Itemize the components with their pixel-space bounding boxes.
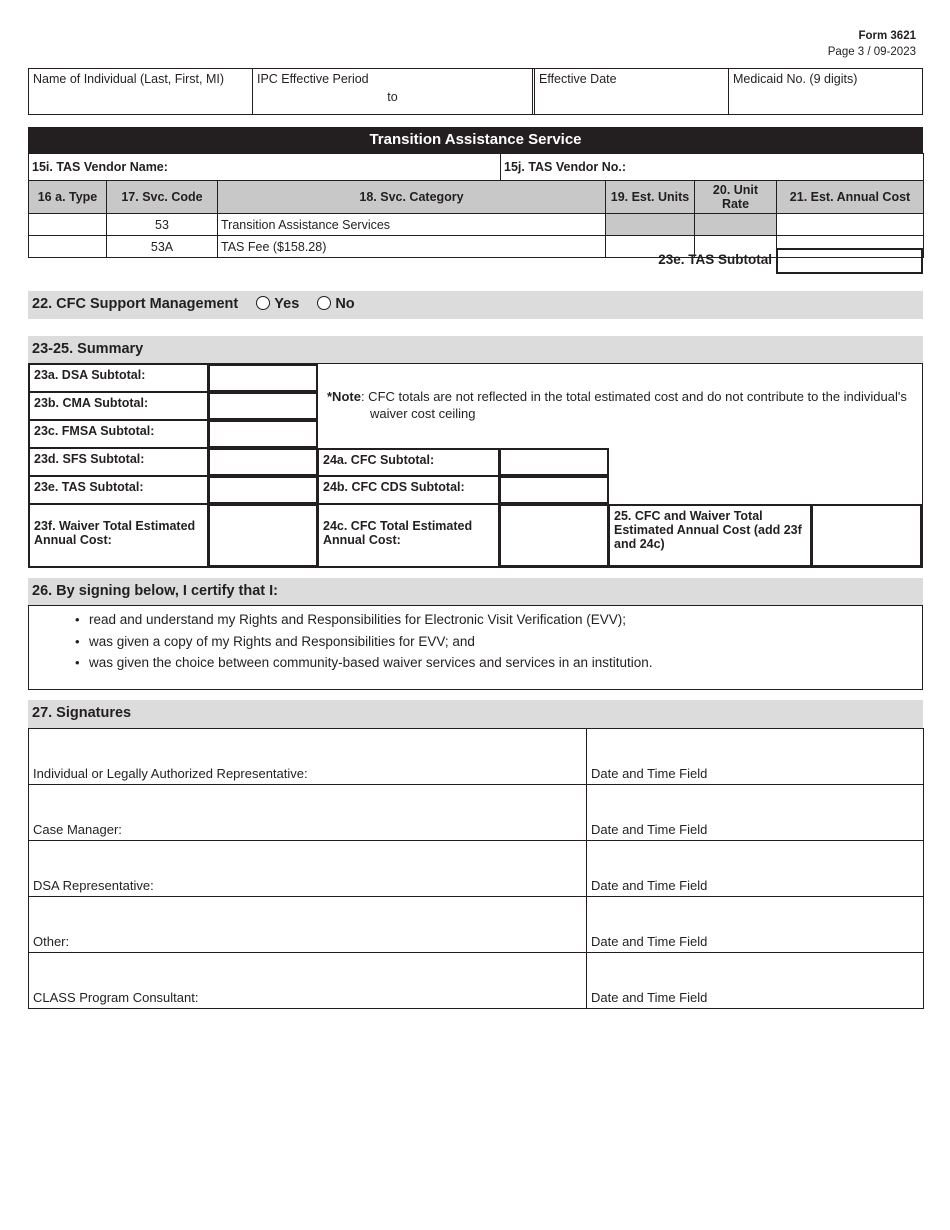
- tas-vendor-row: [28, 153, 924, 181]
- signature-individual-field[interactable]: [29, 729, 587, 785]
- tas-vendor-no-field[interactable]: [501, 154, 924, 181]
- effective-date-field[interactable]: [532, 69, 728, 114]
- signature-row: [29, 897, 924, 953]
- name-field-label: Name of Individual (Last, First, MI): [33, 72, 225, 86]
- fmsa-subtotal-label: 23c. FMSA Subtotal:: [29, 420, 208, 448]
- signature-case-manager-field[interactable]: [29, 785, 587, 841]
- sfs-subtotal-label: 23d. SFS Subtotal:: [29, 448, 208, 476]
- row1-units: [606, 214, 695, 236]
- cfc-support-bar: [28, 291, 923, 319]
- summary-title: 23-25. Summary: [28, 336, 923, 363]
- cfc-note-label: *Note: [327, 389, 361, 404]
- certify-title: 26. By signing below, I certify that I:: [28, 578, 923, 605]
- tas-title: Transition Assistance Service: [28, 127, 923, 153]
- cfc-subtotal-field[interactable]: [499, 448, 609, 476]
- certify-item-evv-read: • read and understand my Rights and Responsibilities for Electronic Visit Verification (EVV);: [29, 609, 922, 631]
- tas-summary-field[interactable]: [208, 476, 318, 504]
- col-est-annual-cost: 21. Est. Annual Cost: [777, 181, 924, 214]
- cfc-cds-label: 24b. CFC CDS Subtotal:: [318, 476, 499, 504]
- signature-case-manager-date[interactable]: [587, 785, 924, 841]
- col-svc-category: 18. Svc. Category: [218, 181, 606, 214]
- ipc-period-field[interactable]: [252, 69, 532, 114]
- cfc-yes-label: Yes: [274, 296, 300, 312]
- form-page: Page 3 / 09-2023: [827, 46, 916, 58]
- combined-total-label: 25. CFC and Waiver Total Estimated Annual Cost (add 23f and 24c): [609, 504, 811, 567]
- signatures-title: 27. Signatures: [28, 700, 923, 728]
- certify-item-choice: • was given the choice between community-based waiver services and services in an institution.: [29, 652, 922, 674]
- cfc-note-text: : CFC totals are not reflected in the total estimated cost and do not contribute to the individual's waiver cost ceiling: [360, 389, 907, 421]
- dsa-subtotal-field[interactable]: [208, 364, 318, 392]
- signature-individual-label: Individual or Legally Authorized Representative:: [33, 766, 308, 781]
- row2-code: 53A: [107, 236, 218, 258]
- date-label: Date and Time Field: [591, 766, 708, 781]
- row1-cost[interactable]: [777, 214, 924, 236]
- date-label: Date and Time Field: [591, 822, 708, 837]
- signature-class-consultant-date[interactable]: [587, 953, 924, 1009]
- signature-dsa-date[interactable]: [587, 841, 924, 897]
- cma-subtotal-label: 23b. CMA Subtotal:: [29, 392, 208, 420]
- tas-summary-label: 23e. TAS Subtotal:: [29, 476, 208, 504]
- ipc-period-to: to: [387, 90, 398, 104]
- cfc-subtotal-label: 24a. CFC Subtotal:: [318, 448, 499, 476]
- cma-subtotal-field[interactable]: [208, 392, 318, 420]
- waiver-total-field[interactable]: [208, 504, 318, 567]
- medicaid-no-field[interactable]: [728, 69, 922, 114]
- certify-item-evv-copy: • was given a copy of my Rights and Responsibilities for EVV; and: [29, 631, 922, 653]
- tas-services-table: [28, 180, 924, 258]
- row2-category: TAS Fee ($158.28): [218, 236, 606, 258]
- tas-vendor-name-field[interactable]: [29, 154, 501, 181]
- row1-type[interactable]: [29, 214, 107, 236]
- col-svc-code: 17. Svc. Code: [107, 181, 218, 214]
- col-type: 16 a. Type: [29, 181, 107, 214]
- signature-class-consultant-field[interactable]: [29, 953, 587, 1009]
- row1-rate: [695, 214, 777, 236]
- signature-individual-date[interactable]: [587, 729, 924, 785]
- tas-vendor-name-label: 15i. TAS Vendor Name:: [32, 160, 168, 174]
- signature-other-field[interactable]: [29, 897, 587, 953]
- signature-dsa-field[interactable]: [29, 841, 587, 897]
- table-header-row: [29, 181, 924, 214]
- cfc-yes-radio[interactable]: [256, 296, 270, 310]
- dsa-subtotal-label: 23a. DSA Subtotal:: [29, 364, 208, 392]
- cfc-note: [327, 388, 907, 422]
- signature-row: [29, 729, 924, 785]
- row1-category: Transition Assistance Services: [218, 214, 606, 236]
- cfc-total-field[interactable]: [499, 504, 609, 567]
- cfc-total-label: 24c. CFC Total Estimated Annual Cost:: [318, 504, 499, 567]
- effective-date-label: Effective Date: [539, 72, 617, 86]
- signature-dsa-label: DSA Representative:: [33, 878, 154, 893]
- signature-row: [29, 953, 924, 1009]
- table-row: [29, 214, 924, 236]
- row1-code: 53: [107, 214, 218, 236]
- waiver-total-label: 23f. Waiver Total Estimated Annual Cost:: [29, 504, 208, 567]
- fmsa-subtotal-field[interactable]: [208, 420, 318, 448]
- tas-vendor-no-label: 15j. TAS Vendor No.:: [504, 160, 627, 174]
- identification-row: [28, 68, 923, 115]
- sfs-subtotal-field[interactable]: [208, 448, 318, 476]
- cfc-cds-field[interactable]: [499, 476, 609, 504]
- signature-row: [29, 841, 924, 897]
- form-identifier: [828, 28, 916, 60]
- tas-subtotal-field[interactable]: [776, 248, 923, 274]
- form-number: Form 3621: [858, 30, 916, 42]
- certify-box: [28, 605, 923, 690]
- date-label: Date and Time Field: [591, 934, 708, 949]
- signature-case-manager-label: Case Manager:: [33, 822, 122, 837]
- signature-other-date[interactable]: [587, 897, 924, 953]
- date-label: Date and Time Field: [591, 878, 708, 893]
- signature-row: [29, 785, 924, 841]
- signature-other-label: Other:: [33, 934, 70, 949]
- row2-type[interactable]: [29, 236, 107, 258]
- ipc-period-label: IPC Effective Period: [257, 72, 369, 86]
- date-label: Date and Time Field: [591, 990, 708, 1005]
- cfc-no-radio[interactable]: [317, 296, 331, 310]
- signatures-table: [28, 728, 924, 1009]
- certify-list: [29, 609, 922, 674]
- col-est-units: 19. Est. Units: [606, 181, 695, 214]
- tas-subtotal-label: 23e. TAS Subtotal: [658, 252, 772, 267]
- col-unit-rate: 20. Unit Rate: [695, 181, 777, 214]
- cfc-no-label: No: [335, 296, 355, 312]
- combined-total-field[interactable]: [811, 504, 922, 567]
- cfc-support-label: 22. CFC Support Management: [32, 296, 239, 312]
- name-field[interactable]: [29, 69, 252, 114]
- signature-class-consultant-label: CLASS Program Consultant:: [33, 990, 199, 1005]
- medicaid-no-label: Medicaid No. (9 digits): [733, 72, 858, 86]
